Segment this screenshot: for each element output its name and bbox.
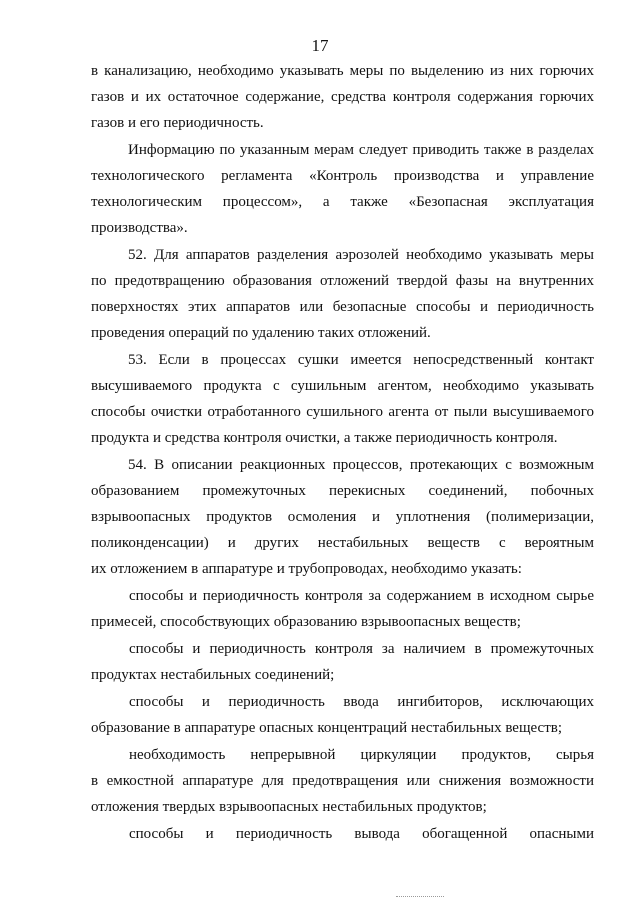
text-line: проведения операций по удалению таких отложений.: [91, 325, 431, 341]
paragraph-continuation: [91, 58, 594, 136]
text-line: производства».: [91, 220, 188, 236]
text-line: взрывоопасных продуктов осмоления и уплотнения (полимеризации,: [91, 509, 594, 525]
text-line: технологическим процессом», а также «Безопасная эксплуатация: [91, 194, 594, 210]
paragraph-53: [91, 347, 594, 451]
text-line: 52. Для аппаратов разделения аэрозолей необходимо указывать меры: [128, 247, 594, 263]
text-line: в канализацию, необходимо указывать меры по выделению из них горючих: [91, 63, 594, 79]
text-line: образованием промежуточных перекисных соединений, побочных: [91, 483, 594, 499]
text-line: технологического регламента «Контроль производства и управление: [91, 168, 594, 184]
list-item: [91, 689, 594, 741]
text-line: по предотвращению образования отложений твердой фазы на внутренних: [91, 273, 594, 289]
text-line: способы очистки отработанного сушильного агента от пыли высушиваемого: [91, 404, 594, 420]
text-line: необходимость непрерывной циркуляции продуктов, сырья: [129, 747, 594, 763]
page-number: 17: [311, 36, 329, 55]
list-item: [91, 821, 594, 847]
text-line: способы и периодичность ввода ингибиторов, исключающих: [129, 694, 594, 710]
text-line: в емкостной аппаратуре для предотвращения или снижения возможности: [91, 773, 594, 789]
list-item: [91, 583, 594, 635]
text-line: 53. Если в процессах сушки имеется непосредственный контакт: [128, 352, 594, 368]
text-line: способы и периодичность вывода обогащенной опасными: [129, 826, 594, 842]
text-line: поликонденсации) и других нестабильных веществ с вероятным: [91, 535, 594, 551]
document-body: [91, 58, 594, 848]
text-line: высушиваемого продукта с сушильным агентом, необходимо указывать: [91, 378, 594, 394]
text-line: продукта и средства контроля очистки, а также периодичность контроля.: [91, 430, 558, 446]
text-line: 54. В описании реакционных процессов, протекающих с возможным: [128, 457, 594, 473]
text-line: способы и периодичность контроля за содержанием в исходном сырье: [129, 588, 594, 604]
text-line: газов и их остаточное содержание, средства контроля содержания горючих: [91, 89, 594, 105]
paragraph-54: [91, 452, 594, 582]
scan-artifact: [396, 896, 444, 902]
text-line: способы и периодичность контроля за наличием в промежуточных: [129, 641, 594, 657]
paragraph-52: [91, 242, 594, 346]
text-line: примесей, способствующих образованию взрывоопасных веществ;: [91, 614, 521, 630]
text-line: отложения твердых взрывоопасных нестабильных продуктов;: [91, 799, 487, 815]
paragraph-information: [91, 137, 594, 241]
text-line: продуктах нестабильных соединений;: [91, 667, 335, 683]
list-item: [91, 636, 594, 688]
text-line: газов и его периодичность.: [91, 115, 264, 131]
text-line: поверхностях этих аппаратов или безопасные способы и периодичность: [91, 299, 594, 315]
list-item: [91, 742, 594, 820]
text-line: Информацию по указанным мерам следует приводить также в разделах: [128, 142, 594, 158]
text-line: их отложением в аппаратуре и трубопроводах, необходимо указать:: [91, 561, 522, 577]
text-line: образование в аппаратуре опасных концентраций нестабильных веществ;: [91, 720, 563, 736]
